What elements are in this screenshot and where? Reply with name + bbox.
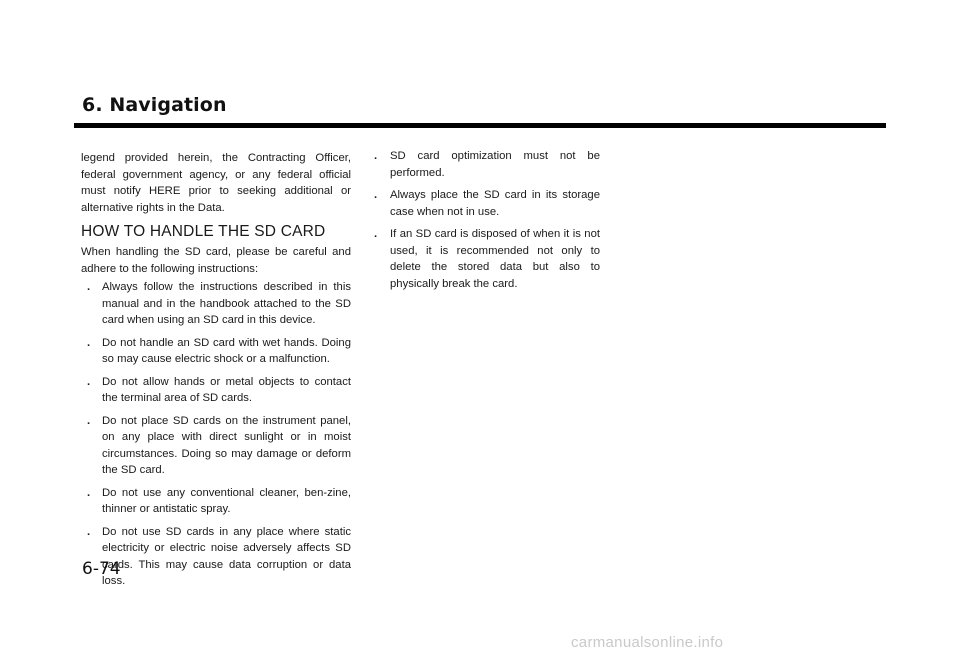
bullet-icon: .	[87, 281, 91, 293]
bullet-icon: .	[87, 336, 91, 349]
list-item-text: SD card optimization must not be performed.	[390, 150, 600, 179]
header-rule	[74, 123, 886, 128]
chapter-title: 6. Navigation	[82, 94, 227, 116]
list-item-text: Do not handle an SD card with wet hands. Doing so may cause electric shock or a malfunction.	[102, 336, 351, 365]
bullet-icon: .	[374, 228, 378, 240]
page-number: 6-74	[82, 559, 121, 579]
bullet-icon: .	[374, 189, 378, 201]
bullet-icon: .	[87, 414, 91, 427]
list-item-text: If an SD card is disposed of when it is not used, it is recommended not only to delete the stored data but also to physically break the card.	[390, 228, 600, 290]
bullet-icon: .	[87, 525, 91, 538]
watermark[interactable]: carmanualsonline.info	[571, 634, 724, 651]
left-column	[81, 150, 351, 596]
bullet-icon: .	[87, 486, 91, 499]
instruction-list-continued	[368, 148, 600, 292]
list-item	[368, 187, 600, 220]
list-item-text: Do not allow hands or metal objects to contact the terminal area of SD cards.	[102, 375, 351, 404]
list-item	[81, 524, 351, 590]
list-item	[81, 335, 351, 368]
list-item	[81, 485, 351, 518]
bullet-icon: .	[87, 375, 91, 388]
list-item-text: Always follow the instructions described in this manual and in the handbook attached to the SD card when using an SD card in this device.	[102, 281, 351, 326]
list-item	[81, 413, 351, 479]
bullet-icon: .	[374, 150, 378, 162]
lead-paragraph: When handling the SD card, please be careful and adhere to the following instructions:	[81, 246, 351, 275]
list-item-text: Do not use SD cards in any place where static electricity or electric noise adversely affects SD cards. This may cause data corruption or data loss.	[102, 525, 351, 587]
list-item	[368, 148, 600, 181]
intro-paragraph: legend provided herein, the Contracting Officer, federal government agency, or any federal official must notify HERE prior to seeking additional or alternative rights in the Data.	[81, 152, 351, 214]
list-item-text: Do not use any conventional cleaner, ben-zine, thinner or antistatic spray.	[102, 486, 351, 515]
list-item	[81, 374, 351, 407]
section-heading: HOW TO HANDLE THE SD CARD	[81, 223, 326, 240]
list-item	[368, 226, 600, 292]
right-column	[368, 148, 600, 298]
list-item-text: Do not place SD cards on the instrument panel, on any place with direct sunlight or in moist circumstances. Doing so may damage or deform the SD card.	[102, 414, 351, 476]
instruction-list	[81, 279, 351, 590]
list-item-text: Always place the SD card in its storage case when not in use.	[390, 189, 600, 218]
list-item	[81, 279, 351, 329]
